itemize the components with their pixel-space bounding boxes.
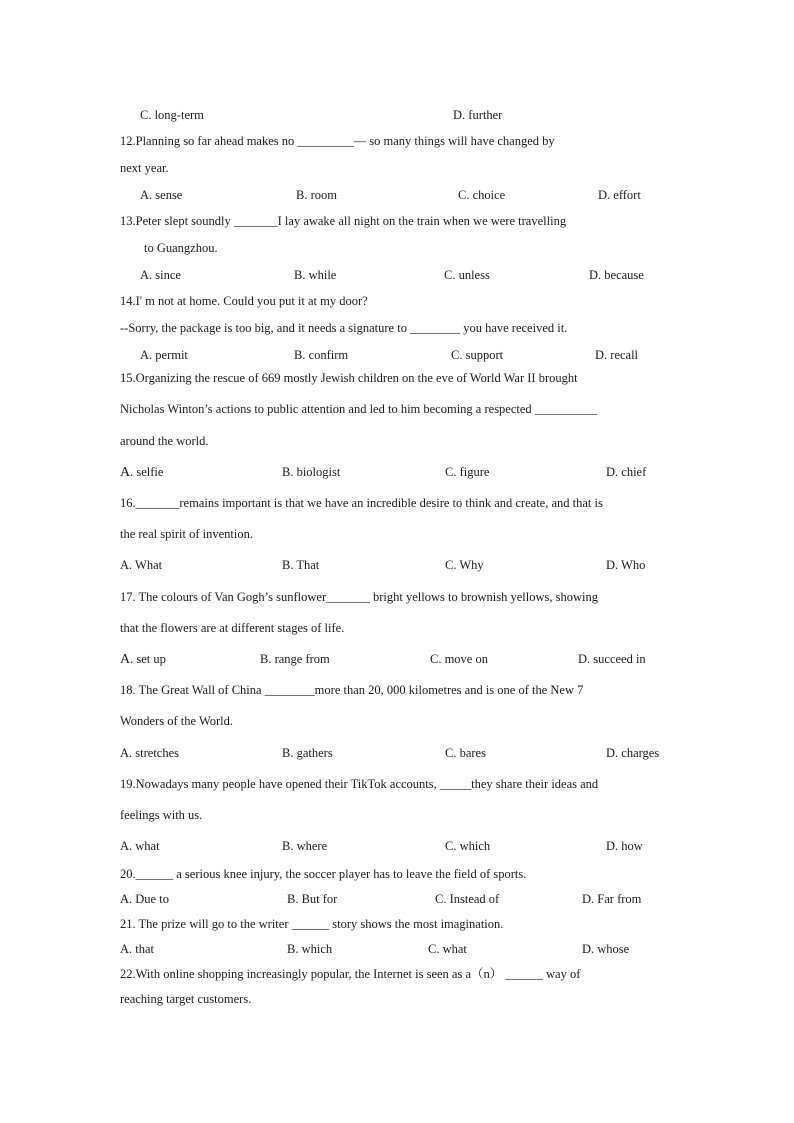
q15-option-a-text: . selfie (130, 465, 164, 479)
q22-stem-line1: 22.With online shopping increasingly popular, the Internet is seen as a（n） ______ way of (120, 967, 581, 981)
q17-option-a (120, 651, 166, 668)
q12-stem-line1: 12.Planning so far ahead makes no _________— so many things will have changed by (120, 134, 555, 148)
q21-option-d: D. whose (582, 942, 630, 956)
q11-option-d: D. further (453, 108, 503, 122)
q15-stem-line1: 15.Organizing the rescue of 669 mostly Jewish children on the eve of World War II brought (120, 371, 578, 385)
q13-option-b: B. while (294, 268, 337, 282)
q19-option-a: A. what (120, 839, 160, 853)
q19-stem-line1: 19.Nowadays many people have opened their TikTok accounts, _____they share their ideas and (120, 777, 599, 791)
q17-option-d: D. succeed in (578, 652, 646, 666)
q13-stem-line1: 13.Peter slept soundly _______I lay awake all night on the train when we were travelling (120, 214, 567, 228)
q19-option-b: B. where (282, 839, 328, 853)
q21-option-a: A. that (120, 942, 155, 956)
q15-option-a-letter: A (120, 465, 131, 480)
q19-stem-line2: feelings with us. (120, 808, 203, 822)
q18-stem-line1: 18. The Great Wall of China ________more than 20, 000 kilometres and is one of the New 7 (120, 683, 584, 697)
q12-option-a: A. sense (140, 188, 183, 202)
q22-stem-line2: reaching target customers. (120, 992, 252, 1006)
q17-option-a-letter: A (120, 652, 131, 667)
q15-option-c: C. figure (445, 465, 490, 479)
q19-option-c: C. which (445, 839, 491, 853)
q13-option-c: C. unless (444, 268, 490, 282)
q20-option-a: A. Due to (120, 892, 169, 906)
q20-option-d: D. Far from (582, 892, 642, 906)
q12-stem-line2: next year. (120, 161, 169, 175)
q16-stem-line1: 16._______remains important is that we have an incredible desire to think and create, and that is (120, 496, 603, 510)
q16-option-d: D. Who (606, 558, 646, 572)
q12-option-c: C. choice (458, 188, 506, 202)
q16-option-b: B. That (282, 558, 320, 572)
q15-option-d: D. chief (606, 465, 647, 479)
q16-option-c: C. Why (445, 558, 484, 572)
q15-option-b: B. biologist (282, 465, 341, 479)
q20-stem-line1: 20.______ a serious knee injury, the soccer player has to leave the field of sports. (120, 867, 527, 881)
q20-option-c: C. Instead of (435, 892, 500, 906)
q13-option-a: A. since (140, 268, 181, 282)
q14-option-a: A. permit (140, 348, 188, 362)
q14-stem-line2: --Sorry, the package is too big, and it needs a signature to ________ you have received it. (120, 321, 568, 335)
q14-option-c: C. support (451, 348, 504, 362)
q17-stem-line1: 17. The colours of Van Gogh’s sunflower_______ bright yellows to brownish yellows, showing (120, 590, 598, 604)
q18-option-b: B. gathers (282, 746, 333, 760)
q17-stem-line2: that the flowers are at different stages of life. (120, 621, 345, 635)
q12-option-d: D. effort (598, 188, 641, 202)
q17-option-c: C. move on (430, 652, 488, 666)
q15-stem-line2: Nicholas Winton’s actions to public attention and led to him becoming a respected __________ (120, 402, 598, 416)
q18-option-c: C. bares (445, 746, 486, 760)
q13-option-d: D. because (589, 268, 644, 282)
q17-option-a-text: . set up (130, 652, 166, 666)
q21-stem-line1: 21. The prize will go to the writer ______ story shows the most imagination. (120, 917, 504, 931)
q14-option-d: D. recall (595, 348, 639, 362)
q18-stem-line2: Wonders of the World. (120, 714, 234, 728)
q18-option-d: D. charges (606, 746, 660, 760)
q18-option-a: A. stretches (120, 746, 180, 760)
q15-option-a (120, 464, 163, 481)
q16-option-a: A. What (120, 558, 163, 572)
q21-option-b: B. which (287, 942, 333, 956)
q11-option-c: C. long-term (140, 108, 204, 122)
q19-option-d: D. how (606, 839, 643, 853)
q16-stem-line2: the real spirit of invention. (120, 527, 253, 541)
q15-stem-line3: around the world. (120, 434, 209, 448)
q12-option-b: B. room (296, 188, 337, 202)
q17-option-b: B. range from (260, 652, 330, 666)
q14-option-b: B. confirm (294, 348, 349, 362)
q13-stem-line2: to Guangzhou. (144, 241, 218, 255)
q21-option-c: C. what (428, 942, 467, 956)
q14-stem-line1: 14.I' m not at home. Could you put it at my door? (120, 294, 368, 308)
q20-option-b: B. But for (287, 892, 338, 906)
